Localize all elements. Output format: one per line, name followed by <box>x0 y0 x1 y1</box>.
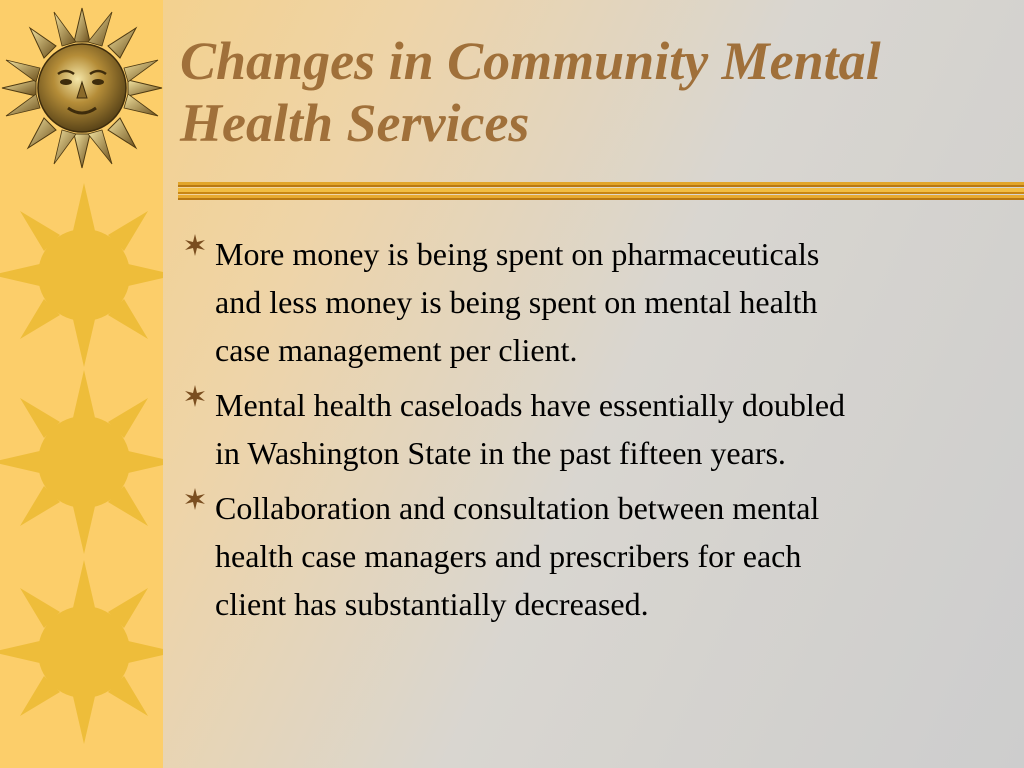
star-bullet-icon <box>184 488 206 510</box>
bullet-line: health case managers and prescribers for each <box>215 538 802 574</box>
title-divider <box>178 182 1024 202</box>
bullet-item <box>180 484 1010 628</box>
bullet-item <box>180 381 1010 477</box>
sun-sidebar <box>0 0 163 768</box>
star-bullet-icon <box>184 234 206 256</box>
sun-face-icon <box>0 0 163 172</box>
star-bullet-icon <box>184 385 206 407</box>
bullet-list <box>180 230 1010 635</box>
bullet-line: in Washington State in the past fifteen years. <box>215 435 786 471</box>
bullet-line: Mental health caseloads have essentially doubled <box>215 387 846 423</box>
bullet-text <box>215 484 1010 628</box>
bullet-line: case management per client. <box>215 332 578 368</box>
bullet-line: More money is being spent on pharmaceuticals <box>215 236 820 272</box>
bullet-line: and less money is being spent on mental health <box>215 284 818 320</box>
bullet-item <box>180 230 1010 374</box>
bullet-text <box>215 381 1010 477</box>
bullet-line: client has substantially decreased. <box>215 586 649 622</box>
slide-title-line: Changes in Community Mental <box>180 31 881 91</box>
sun-decoration-icon <box>0 183 163 373</box>
bullet-line: Collaboration and consultation between mental <box>215 490 820 526</box>
slide-title-line: Health Services <box>180 93 530 153</box>
bullet-text <box>215 230 1010 374</box>
sun-decoration-icon <box>0 560 163 750</box>
sun-decoration-icon <box>0 370 163 560</box>
slide-title <box>180 30 1010 154</box>
